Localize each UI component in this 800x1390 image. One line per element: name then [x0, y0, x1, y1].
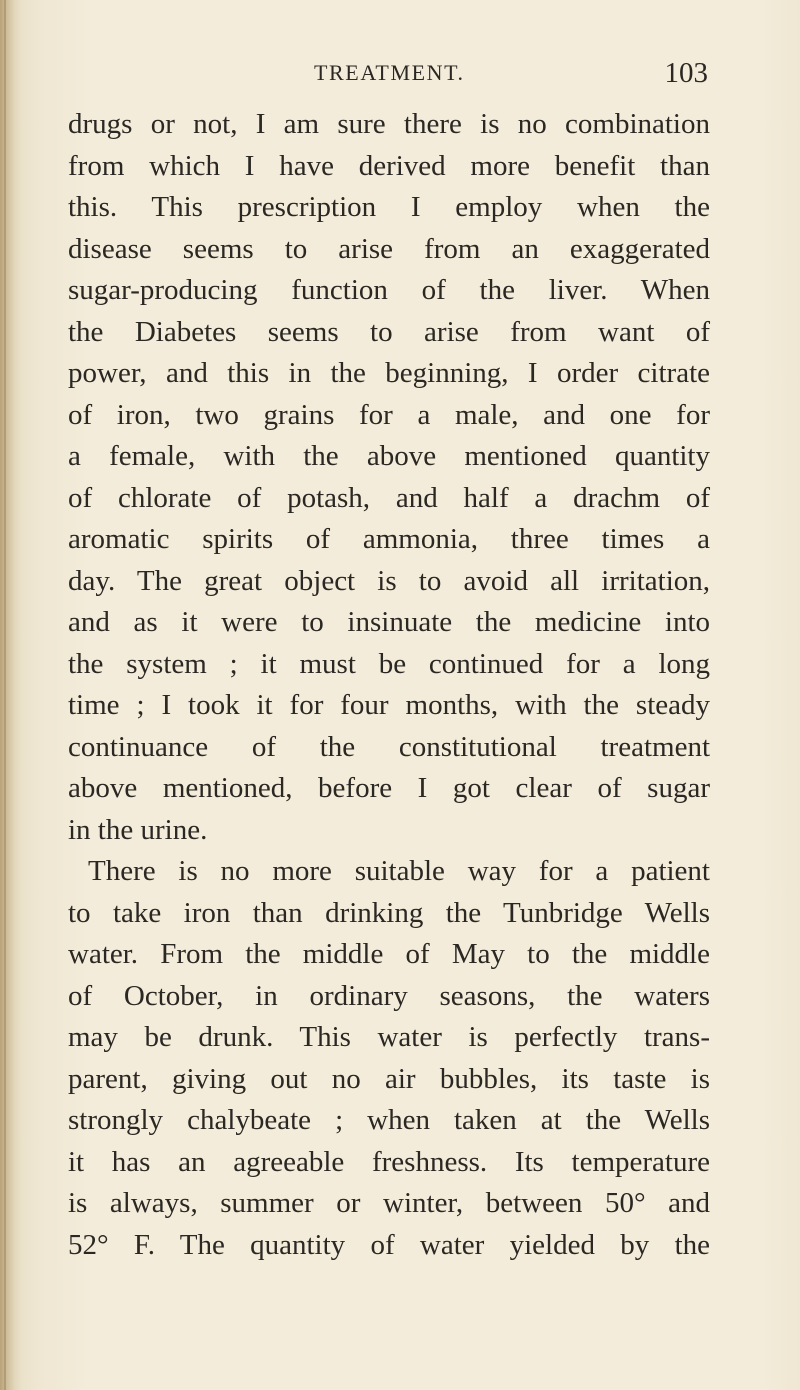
text-line: sugar-producing function of the liver. When [68, 274, 710, 306]
text-line: power, and this in the beginning, I order citrate [68, 357, 710, 389]
binding-edge [4, 0, 6, 1390]
text-line: drugs or not, I am sure there is no combination [68, 108, 710, 140]
text-line: from which I have derived more benefit than [68, 149, 710, 182]
text-line: water. From the middle of May to the middle [68, 938, 710, 970]
paragraph-end-line: in the urine. [68, 813, 208, 846]
running-head [68, 58, 708, 88]
text-line: parent, giving out no air bubbles, its taste is [68, 1062, 710, 1095]
text-line: of October, in ordinary seasons, the waters [68, 979, 710, 1012]
text-line: is always, summer or winter, between 50° and [68, 1187, 710, 1219]
text-line: of chlorate of potash, and half a drachm of [68, 481, 710, 514]
text-line: the system ; it must be continued for a long [68, 647, 710, 680]
text-line: and as it were to insinuate the medicine into [68, 606, 710, 638]
text-line: this. This prescription I employ when the [68, 191, 710, 223]
text-line: it has an agreeable freshness. Its temperature [68, 1145, 710, 1178]
text-line: of iron, two grains for a male, and one for [68, 398, 710, 431]
text-line: 52° F. The quantity of water yielded by the [68, 1228, 710, 1261]
text-line: may be drunk. This water is perfectly trans- [68, 1021, 710, 1053]
text-line: to take iron than drinking the Tunbridge Wells [68, 896, 710, 929]
text-line: a female, with the above mentioned quantity [68, 440, 710, 472]
body-text [68, 104, 710, 1266]
running-title: TREATMENT. [314, 60, 465, 85]
text-line: the Diabetes seems to arise from want of [68, 315, 710, 348]
text-line: continuance of the constitutional treatment [68, 730, 710, 763]
text-line: day. The great object is to avoid all irritation, [68, 564, 710, 597]
text-line: above mentioned, before I got clear of sugar [68, 772, 710, 804]
text-line: disease seems to arise from an exaggerated [68, 232, 710, 265]
paragraph-start-line: There is no more suitable way for a patient [88, 855, 710, 887]
page-number: 103 [664, 57, 708, 89]
text-line: time ; I took it for four months, with the steady [68, 689, 710, 721]
text-line: aromatic spirits of ammonia, three times a [68, 523, 710, 555]
text-line: strongly chalybeate ; when taken at the Wells [68, 1104, 710, 1136]
